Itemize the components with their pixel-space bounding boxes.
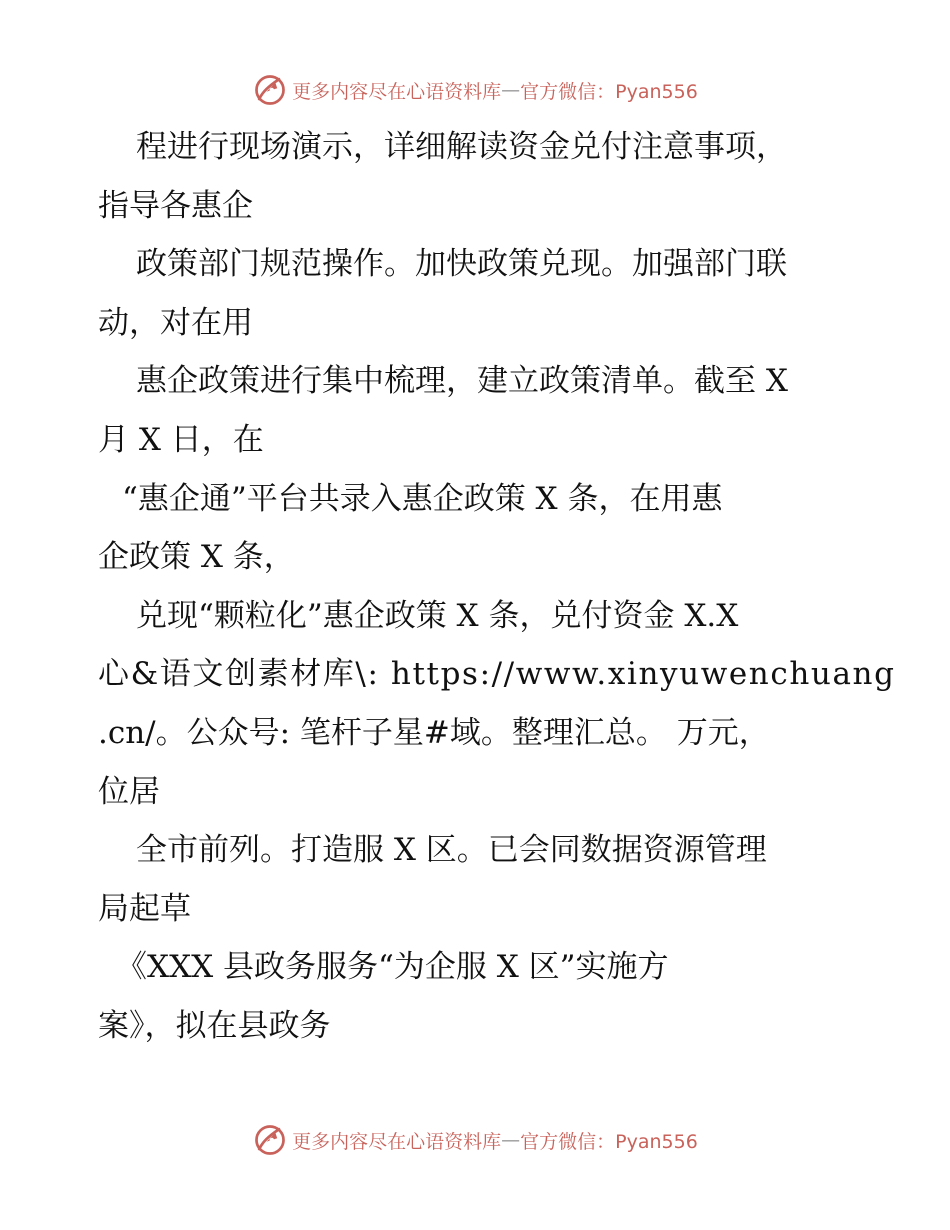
pen-nib-logo-icon	[252, 72, 288, 108]
body-line: 月 X 日，在	[98, 421, 264, 458]
body-line: 企政策 X 条，	[98, 539, 295, 576]
header-wechat-text: 官方微信：Pyan556	[520, 80, 698, 103]
document-body	[98, 118, 896, 1056]
body-line-source-note: .cn/。公众号: 笔杆子星#域。整理汇总。 万元，	[98, 714, 770, 751]
body-line-source-note: 心&语文创素材库\: https://www.xinyuwenchuang	[98, 656, 896, 693]
body-line: 位居	[98, 773, 160, 810]
footer-wechat-text: 官方微信：Pyan556	[520, 1130, 698, 1153]
pen-nib-logo-icon	[252, 1122, 288, 1158]
body-line: “惠企通”平台共录入惠企政策 X 条，在用惠	[122, 480, 723, 517]
body-line: 局起草	[98, 890, 191, 927]
body-line: 《XXX 县政务服务“为企服 X 区”实施方	[116, 949, 669, 986]
body-line: 兑现“颗粒化”惠企政策 X 条，兑付资金 X.X	[136, 597, 739, 634]
body-line: 案》，拟在县政务	[98, 1007, 331, 1044]
body-line: 动，对在用	[98, 304, 253, 341]
header-site-text: 更多内容尽在心语资料库	[292, 80, 502, 103]
page-header-banner	[0, 70, 950, 110]
body-line: 全市前列。打造服 X 区。已会同数据资源管理	[136, 832, 767, 869]
body-line: 指导各惠企	[98, 187, 253, 224]
body-line: 程进行现场演示，详细解读资金兑付注意事项，	[136, 129, 787, 165]
page-footer-banner	[0, 1120, 950, 1160]
header-dash: —	[501, 79, 521, 101]
footer-site-text: 更多内容尽在心语资料库	[292, 1130, 502, 1153]
body-line: 惠企政策进行集中梳理，建立政策清单。截至 X	[136, 363, 788, 400]
body-line: 政策部门规范操作。加快政策兑现。加强部门联	[136, 246, 787, 283]
footer-dash: —	[501, 1129, 521, 1151]
